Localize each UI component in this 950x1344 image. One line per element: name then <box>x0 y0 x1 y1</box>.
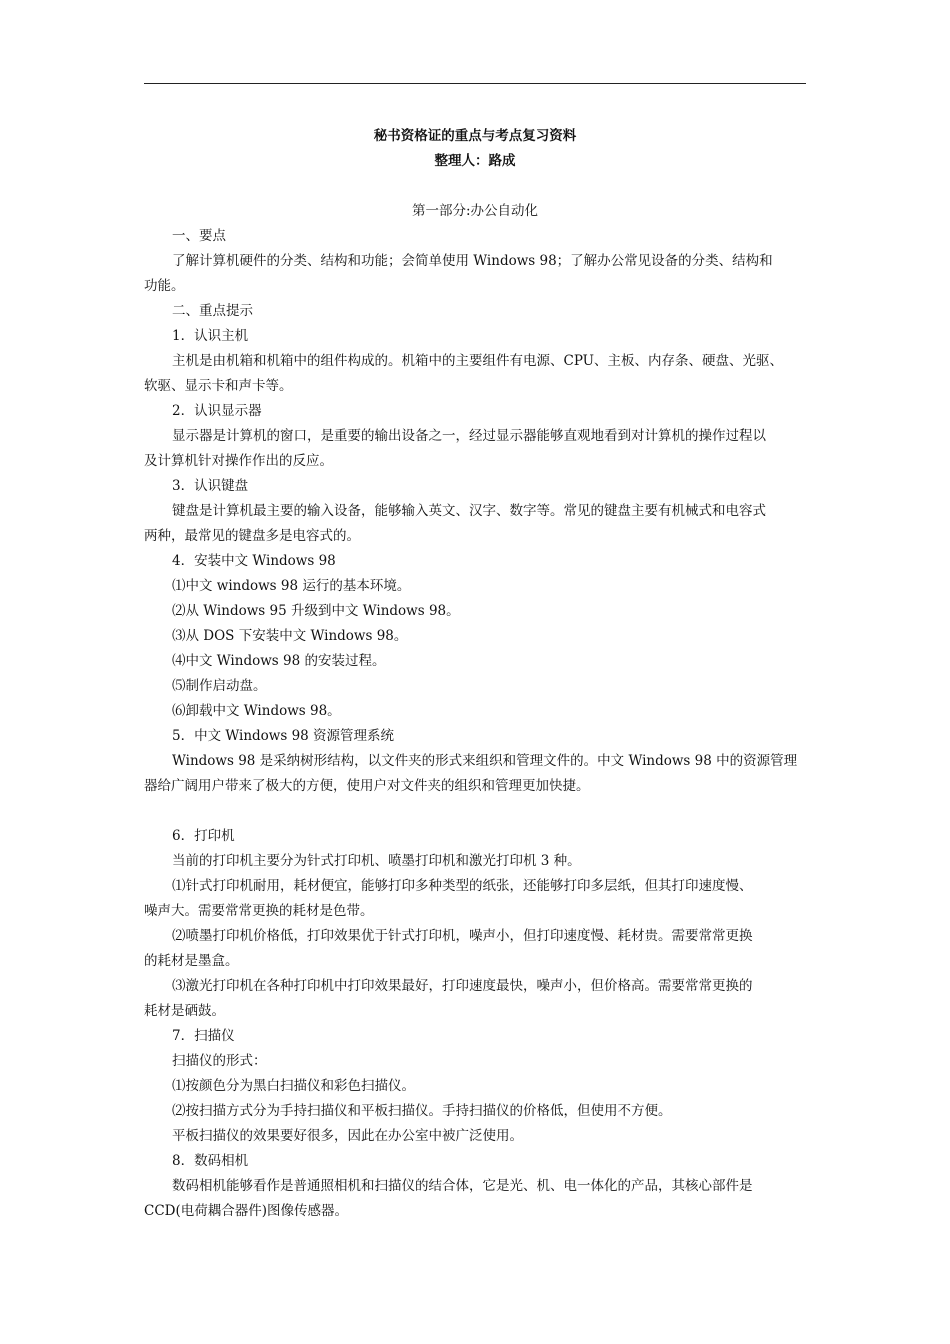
text-line: 3．认识键盘 <box>172 478 249 494</box>
text-line: 软驱、显示卡和声卡等。 <box>144 378 293 394</box>
text-line: 显示器是计算机的窗口，是重要的输出设备之一，经过显示器能够直观地看到对计算机的操作过程以 <box>172 428 766 444</box>
paragraph-lines <box>144 224 806 1224</box>
text-line: 4．安装中文 Windows 98 <box>172 553 336 569</box>
text-line: ⑵按扫描方式分为手持扫描仪和平板扫描仪。手持扫描仪的价格低，但使用不方便。 <box>172 1103 672 1119</box>
text-line: 两种，最常见的键盘多是电容式的。 <box>144 528 360 544</box>
text-line: 噪声大。需要常常更换的耗材是色带。 <box>144 903 374 919</box>
text-line: 耗材是硒鼓。 <box>144 1003 225 1019</box>
text-line: 了解计算机硬件的分类、结构和功能；会简单使用 Windows 98；了解办公常见设备的分类、结构和 <box>172 253 773 269</box>
text-line: 主机是由机箱和机箱中的组件构成的。机箱中的主要组件有电源、CPU、主板、内存条、硬盘、光驱、 <box>172 353 784 369</box>
text-line: 器给广阔用户带来了极大的方便，使用户对文件夹的组织和管理更加快捷。 <box>144 778 590 794</box>
text-line: ⑶激光打印机在各种打印机中打印效果最好，打印速度最快，噪声小，但价格高。需要常常更换的 <box>172 978 753 994</box>
text-line: ⑸制作启动盘。 <box>172 678 267 694</box>
text-line: 二、重点提示 <box>172 303 253 319</box>
text-line: 7．扫描仪 <box>172 1028 235 1044</box>
text-line: ⑹卸载中文 Windows 98。 <box>172 703 341 719</box>
text-line: 的耗材是墨盒。 <box>144 953 239 969</box>
text-line: 扫描仪的形式： <box>172 1053 267 1069</box>
text-line: 键盘是计算机最主要的输入设备，能够输入英文、汉字、数字等。常见的键盘主要有机械式和电容式 <box>172 503 766 519</box>
text-line: 8．数码相机 <box>172 1153 249 1169</box>
text-line: Windows 98 是采纳树形结构，以文件夹的形式来组织和管理文件的。中文 Windows 98 中的资源管理 <box>172 753 798 769</box>
document-title: 秘书资格证的重点与考点复习资料 <box>373 128 577 144</box>
text-line: 1．认识主机 <box>172 328 249 344</box>
document-compiler: 整理人：路成 <box>434 153 516 169</box>
text-line: 数码相机能够看作是普通照相机和扫描仪的结合体，它是光、机、电一体化的产品，其核心部件是 <box>172 1178 753 1194</box>
text-line: 平板扫描仪的效果要好很多，因此在办公室中被广泛使用。 <box>172 1128 523 1144</box>
document-body <box>144 124 806 1224</box>
header-rule <box>144 83 806 84</box>
text-line: ⑴按颜色分为黑白扫描仪和彩色扫描仪。 <box>172 1078 415 1094</box>
text-line: CCD(电荷耦合器件)图像传感器。 <box>144 1203 349 1219</box>
text-line: ⑴针式打印机耐用，耗材便宜，能够打印多种类型的纸张，还能够打印多层纸，但其打印速度慢、 <box>172 878 753 894</box>
text-line: ⑵喷墨打印机价格低，打印效果优于针式打印机，噪声小，但打印速度慢、耗材贵。需要常常更换 <box>172 928 753 944</box>
text-line: ⑴中文 windows 98 运行的基本环境。 <box>172 578 411 594</box>
text-line <box>144 799 806 824</box>
text-line: 一、要点 <box>172 228 226 244</box>
text-line: ⑶从 DOS 下安装中文 Windows 98。 <box>172 628 408 644</box>
text-line: ⑵从 Windows 95 升级到中文 Windows 98。 <box>172 603 460 619</box>
part-title: 第一部分:办公自动化 <box>411 203 539 219</box>
text-line: 功能。 <box>144 278 185 294</box>
text-line: ⑷中文 Windows 98 的安装过程。 <box>172 653 386 669</box>
spacer <box>144 174 806 199</box>
text-line: 2．认识显示器 <box>172 403 262 419</box>
text-line: 及计算机针对操作作出的反应。 <box>144 453 333 469</box>
text-line: 当前的打印机主要分为针式打印机、喷墨打印机和激光打印机 3 种。 <box>172 853 581 869</box>
text-line: 5．中文 Windows 98 资源管理系统 <box>172 728 395 744</box>
text-line: 6．打印机 <box>172 828 235 844</box>
